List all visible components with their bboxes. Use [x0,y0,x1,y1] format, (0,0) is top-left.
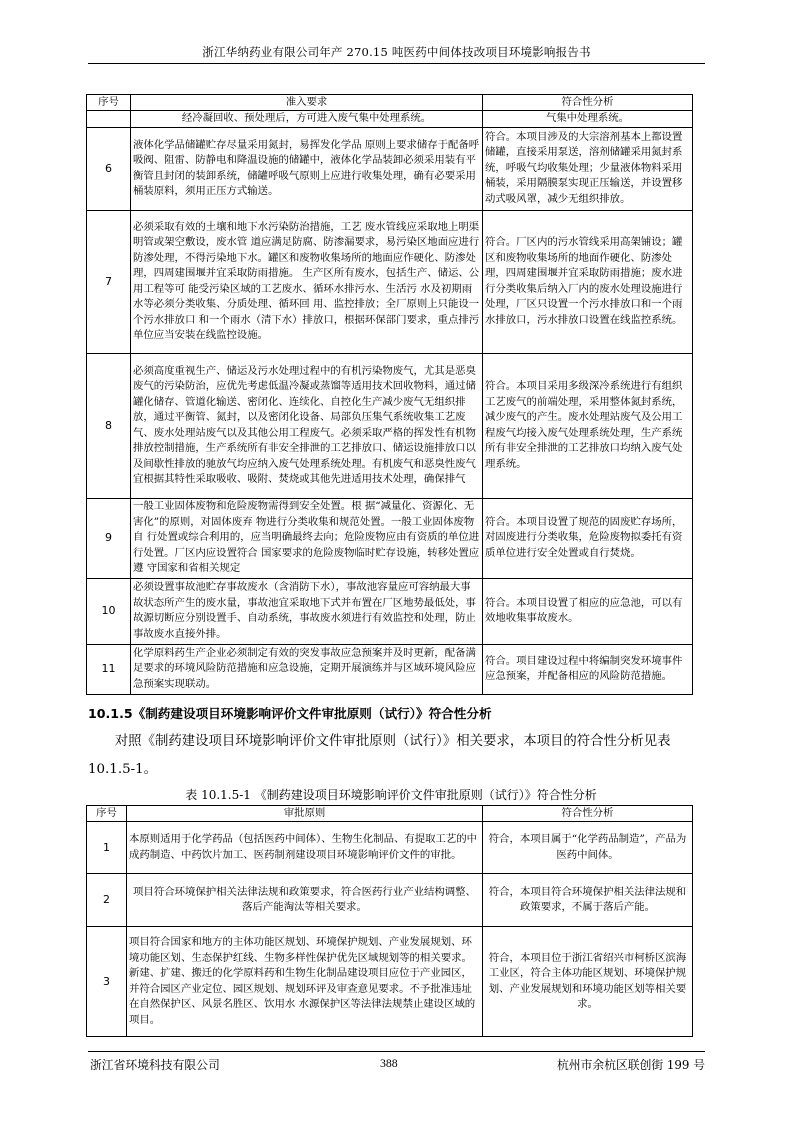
table-row [87,927,693,1037]
row-requirement: 一般工业固体废物和危险废物需得到安全处置。根 据“减量化、资源化、无害化”的原则，对固体废弃 物进行分类收集和规范处置。一般工业固体废物自 行处置或综合利用的，应当明确最终去向；危险废物应由有资质的单位进行处置。厂区内应设置符合 国家要求的危险废物临时贮存设施，转移处置应遵 守国家和省相关规定 [131,498,483,578]
footer-company: 浙江省环境科技有限公司 [90,1058,220,1072]
page-number: 388 [380,1056,398,1070]
table-row [87,111,693,128]
table-header-row [87,95,693,111]
table-row [87,874,693,927]
row-analysis: 符合。本项目涉及的大宗溶剂基本上都设置储罐，直接采用泵送，溶剂储罐采用氮封系统，呼吸气均收集处理；少量液体物料采用桶装，采用隔膜泵实现正压输送，并设置移动式吸风罩，减少无组织排放。 [483,127,693,210]
table-row [87,210,693,353]
col-header-requirement: 准入要求 [131,95,483,111]
table-row [87,498,693,578]
table-row [87,127,693,210]
row-number: 3 [87,927,127,1037]
table-row [87,822,693,874]
row-requirement: 必须采取有效的土壤和地下水污染防治措施，工艺 废水管线应采取地上明渠明管或架空敷设，废水管 道应满足防腐、防渗漏要求，易污染区地面应进行防渗处理，不得污染地下水。罐区和废物收集场所的地面应作硬化、防渗处理，四周建围堰并宜采取防雨措施。 生产区所有废水，包括生产、储运、公用工程等可 能受污染区域的工艺废水、循环水排污水、生活污 水及初期雨水等必须分类收集、分质处理、循环回 用、监控排放；全厂原则上只能设一个污水排放口 和一个雨水（清下水）排放口，根据环保部门要求，重点排污单位应当安装在线监控设施。 [131,210,483,353]
row-number: 11 [87,644,131,694]
row-analysis: 气集中处理系统。 [483,111,693,128]
row-analysis: 符合。项目建设过程中将编制突发环境事件应急预案，并配备相应的风险防范措施。 [483,644,693,694]
table-row [87,578,693,644]
row-number: 6 [87,127,131,210]
row-requirement: 液体化学品储罐贮存尽量采用氮封，易挥发化学品 原则上要求储存于配备呼吸阀、阻雷、防静电和降温设施的储罐中，液体化学品装卸必须采用装有平衡管且封闭的装卸系统，储罐呼吸气原则上应进行收集处理，确有必要采用桶装原料，须用正压方式输送。 [131,127,483,210]
row-analysis: 符合。本项目采用多级深冷系统进行有组织工艺废气的前端处理，采用整体氮封系统，减少废气的产生。废水处理站废气及公用工程废气均接入废气处理系统处理，生产系统所有非安全排泄的工艺排放口均纳入废气处理系统。 [483,353,693,498]
row-requirement: 必须高度重视生产、储运及污水处理过程中的有机污染物废气，尤其是恶臭废气的污染防治，应优先考虑低温冷凝或蒸馏等适用技术回收物料，通过储罐化储存、管道化输送、密闭化、连续化、自控化生产减少废气无组织排放，通过平衡管、氮封，以及密闭化设备、局部负压集气系统收集工艺废气、废水处理站废气以及其他公用工程废气。必须采取严格的挥发性有机物排放控制措施，生产系统所有非安全排泄的工艺排放口、储运设施排放口以及间歇性排放的驰放气均应纳入废气处理系统处理。有机废气和恶臭性废气宜根据其特性采取吸收、吸附、焚烧或其他先进适用技术处理，确保排气 [131,353,483,498]
row-number [87,111,131,128]
row-analysis: 符合。厂区内的污水管线采用高架铺设；罐区和废物收集场所的地面作硬化、防渗处理，四周建围堰并宜采取防雨措施；废水进行分类收集后纳入厂内的废水处理设施进行处理，厂区只设置一个污水排放口和一个雨水排放口，污水排放口设置在线监控系统。 [483,210,693,353]
table-caption: 表 10.1.5-1 《制药建设项目环境影响评价文件审批原则（试行）》符合性分析 [185,788,597,802]
header-divider [88,63,705,64]
row-number: 1 [87,822,127,874]
row-principle: 项目符合国家和地方的主体功能区规划、环境保护规划、产业发展规划、环境功能区划、生态保护红线、生物多样性保护优先区域规划等的相关要求。 新建、扩建、搬迁的化学原料药和生物生化制品建设项目应位于产业园区，并符合园区产业定位、园区规划、规划环评及审查意见要求。不予批准违址在自然保护区、风景名胜区、饮用水 水源保护区等法律法规禁止建设区域的项目。 [127,927,483,1037]
row-principle: 本原则适用于化学药品（包括医药中间体）、生物生化制品、有提取工艺的中成药制造、中药饮片加工、医药制剂建设项目环境影响评价文件的审批。 [127,822,483,874]
col-header-analysis: 符合性分析 [483,95,693,111]
row-analysis: 符合。本项目设置了相应的应急池，可以有效地收集事故废水。 [483,578,693,644]
row-number: 2 [87,874,127,927]
col-header-principle: 审批原则 [127,806,483,822]
row-analysis: 符合，本项目符合环境保护相关法律法规和政策要求，不属于落后产能。 [483,874,693,927]
col-header-analysis: 符合性分析 [483,806,693,822]
footer-divider [88,1051,705,1052]
row-analysis: 符合，本项目属于“化学药品制造”，产品为医药中间体。 [483,822,693,874]
col-header-no: 序号 [87,95,131,111]
col-header-no: 序号 [87,806,127,822]
row-requirement: 化学原料药生产企业必须制定有效的突发事故应急预案并及时更新，配备满足要求的环境风险防范措施和应急设施，定期开展演练并与区域环境风险应急预案实现联动。 [131,644,483,694]
row-principle: 项目符合环境保护相关法律法规和政策要求，符合医药行业产业结构调整、落后产能淘汰等相关要求。 [127,874,483,927]
row-number: 9 [87,498,131,578]
table-header-row [87,806,693,822]
section-paragraph: 对照《制药建设项目环境影响评价文件审批原则（试行）》相关要求，本项目的符合性分析见表 10.1.5-1。 [88,734,671,777]
row-analysis: 符合。本项目设置了规范的固废贮存场所，对固废进行分类收集，危险废物拟委托有资质单位进行安全处置或自行焚烧。 [483,498,693,578]
access-requirements-table [86,94,693,695]
approval-principles-table [86,805,693,1037]
row-requirement: 经冷凝回收、预处理后，方可进入废气集中处理系统。 [131,111,483,128]
row-number: 8 [87,353,131,498]
footer-address: 杭州市余杭区联创街 199 号 [557,1058,705,1072]
page-header-title: 浙江华纳药业有限公司年产 270.15 吨医药中间体技改项目环境影响报告书 [202,45,591,59]
section-heading: 10.1.5《制药建设项目环境影响评价文件审批原则（试行）》符合性分析 [88,706,492,721]
table-row [87,644,693,694]
row-number: 7 [87,210,131,353]
row-requirement: 必须设置事故池贮存事故废水（含消防下水），事故池容量应可容纳最大事故状态所产生的废水量，事故池宜采取地下式并布置在厂区地势最低处，事故源切断应分别设置手、自动系统，事故废水须进行有效监控和处理，防止事故废水直接外排。 [131,578,483,644]
row-number: 10 [87,578,131,644]
row-analysis: 符合，本项目位于浙江省绍兴市柯桥区滨海工业区，符合主体功能区规划、环境保护规划、产业发展规划和环境功能区划等相关要求。 [483,927,693,1037]
table-row [87,353,693,498]
